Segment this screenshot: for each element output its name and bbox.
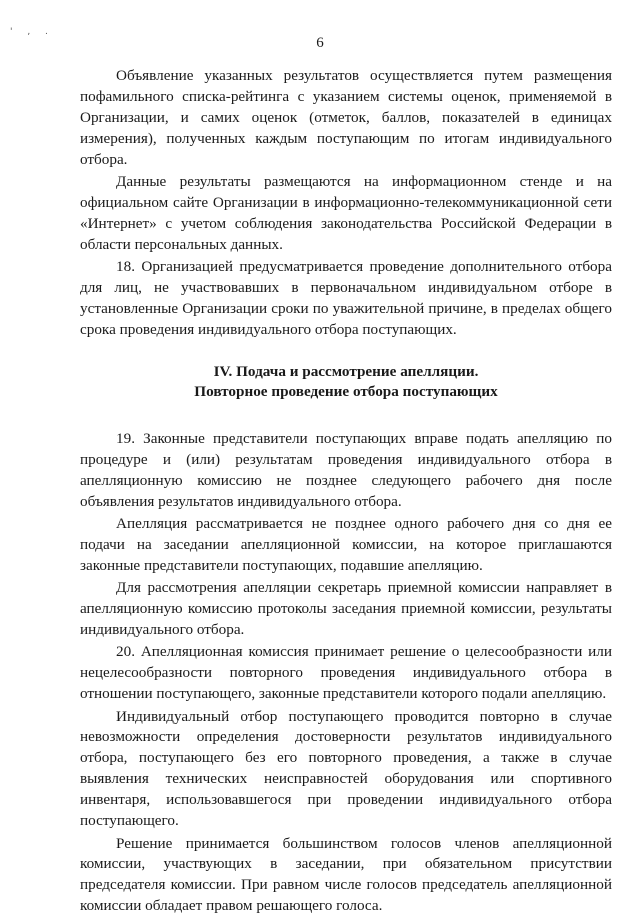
section-heading-line-1: IV. Подача и рассмотрение апелляции. (80, 362, 612, 383)
paragraph-19-appeal-right: 19. Законные представители поступающих вправе подать апелляцию по процедуре и (или) результатам проведения индивидуального отбора в апелляционную комиссию не позднее следующего рабочего дня после объявления результатов индивидуального отбора. (80, 429, 612, 513)
page-number: 6 (0, 34, 640, 52)
paragraph-20-commission-decision: 20. Апелляционная комиссия принимает решение о целесообразности или нецелесообразности повторного проведения индивидуального отбора в отношении поступающего, законные представители которого подали апелляцию. (80, 642, 612, 705)
paragraph-appeal-documents: Для рассмотрения апелляции секретарь приемной комиссии направляет в апелляционную комиссию протоколы заседания приемной комиссии, результаты индивидуального отбора. (80, 578, 612, 641)
paragraph-appeal-review: Апелляция рассматривается не позднее одного рабочего дня со дня ее подачи на заседании апелляционной комиссии, на которое приглашаются законные представители поступающих, подавшие апелляцию. (80, 514, 612, 577)
paragraph-repeat-selection: Индивидуальный отбор поступающего проводится повторно в случае невозможности определения достоверности результатов индивидуального отбора, поступающего без его повторного проведения, а также в случае выявления технических неисправностей оборудования или спортивного инвентаря, использовавшегося при проведении индивидуального отбора поступающего. (80, 707, 612, 832)
section-heading (80, 362, 612, 403)
scan-artifacts: ' , . (10, 27, 54, 37)
paragraph-results-announcement: Объявление указанных результатов осуществляется путем размещения пофамильного списка-рейтинга с указанием системы оценок, применяемой в Организации, и самих оценок (отметок, баллов, показателей в единицах измерения), полученных каждым поступающим по итогам индивидуального отбора. (80, 66, 612, 171)
document-body (80, 66, 612, 917)
paragraph-18-additional-selection: 18. Организацией предусматривается проведение дополнительного отбора для лиц, не участвовавших в первоначальном индивидуальном отборе в установленные Организации сроки по уважительной причине, в пределах общего срока проведения индивидуального отбора поступающих. (80, 257, 612, 341)
paragraph-results-publication: Данные результаты размещаются на информационном стенде и на официальном сайте Организации в информационно-телекоммуникационной сети «Интернет» с учетом соблюдения законодательства Российской Федерации в области персональных данных. (80, 172, 612, 256)
paragraph-voting-rule: Решение принимается большинством голосов членов апелляционной комиссии, участвующих в заседании, при обязательном присутствии председателя комиссии. При равном числе голосов председатель апелляционной комиссии обладает правом решающего голоса. (80, 834, 612, 917)
section-heading-line-2: Повторное проведение отбора поступающих (80, 382, 612, 403)
